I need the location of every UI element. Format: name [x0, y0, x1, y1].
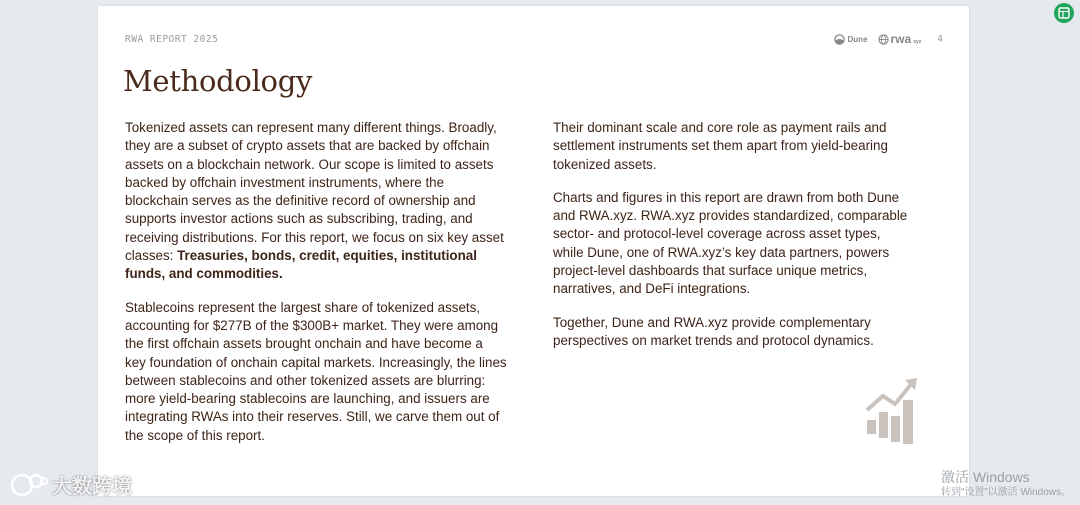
page-title: Methodology — [123, 64, 313, 98]
report-label: RWA REPORT 2025 — [125, 34, 219, 45]
right-column — [553, 119, 913, 365]
dune-brand-label: Dune — [847, 34, 868, 44]
page-number: 4 — [937, 33, 943, 45]
windows-activation-title: 激活 Windows — [941, 469, 1030, 485]
dune-logo-icon — [834, 34, 845, 45]
right-paragraph-1: Their dominant scale and core role as payment rails and settlement instruments set them apart from yield-bearing tokenized assets. — [553, 120, 888, 172]
asset-classes-emphasis: Treasuries, bonds, credit, equities, institutional funds, and commodities. — [125, 248, 477, 282]
watermark-logo-text: 大数跨境 — [52, 474, 132, 498]
dune-brand — [834, 34, 868, 45]
left-paragraph-1 — [125, 119, 507, 284]
rwa-brand — [878, 32, 922, 46]
report-page — [98, 6, 969, 496]
chart-growth-icon — [865, 376, 919, 446]
left-paragraph-1-text: Tokenized assets can represent many different things. Broadly, they are a subset of crypto assets that are backed by offchain assets on a blockchain network. Our scope is limited to assets backed by offchain investment instruments, where the blockchain serves as the definitive record of ownership and supports investor actions such as subscribing, trading, and receiving distributions. For this report, we focus on six key asset classes: — [125, 120, 504, 264]
rwa-globe-icon — [878, 34, 889, 45]
windows-activation-watermark — [941, 469, 1071, 499]
spreadsheet-icon[interactable] — [1054, 3, 1074, 23]
windows-activation-subtitle: 转到“设置”以激活 Windows。 — [941, 487, 1072, 498]
watermark-logo — [8, 470, 132, 499]
left-column — [125, 119, 507, 460]
left-paragraph-2: Stablecoins represent the largest share of tokenized assets, accounting for $277B of the $300B+ market. They were among the first offchain assets brought onchain and have become a key foundation of onchain capital markets. Increasingly, the lines between stablecoins and other tokenized assets are blurring: more yield-bearing stablecoins are launching, and issuers are integrating RWAs into their reserves. Still, we carve them out of the scope of this report. — [125, 299, 507, 443]
brand-bar — [834, 32, 943, 46]
right-paragraph-3: Together, Dune and RWA.xyz provide complementary perspectives on market trends and protocol dynamics. — [553, 314, 874, 348]
watermark-logo-icon — [8, 472, 48, 498]
rwa-brand-suffix: xyz — [913, 38, 922, 45]
right-paragraph-2: Charts and figures in this report are drawn from both Dune and RWA.xyz. RWA.xyz provides standardized, comparable sector- and protocol-level coverage across asset types, while Dune, one of RWA.xyz’s key data partners, powers project-level dashboards that surface unique metrics, narratives, and DeFi integrations. — [553, 189, 908, 297]
rwa-brand-label: rwa — [890, 32, 912, 46]
